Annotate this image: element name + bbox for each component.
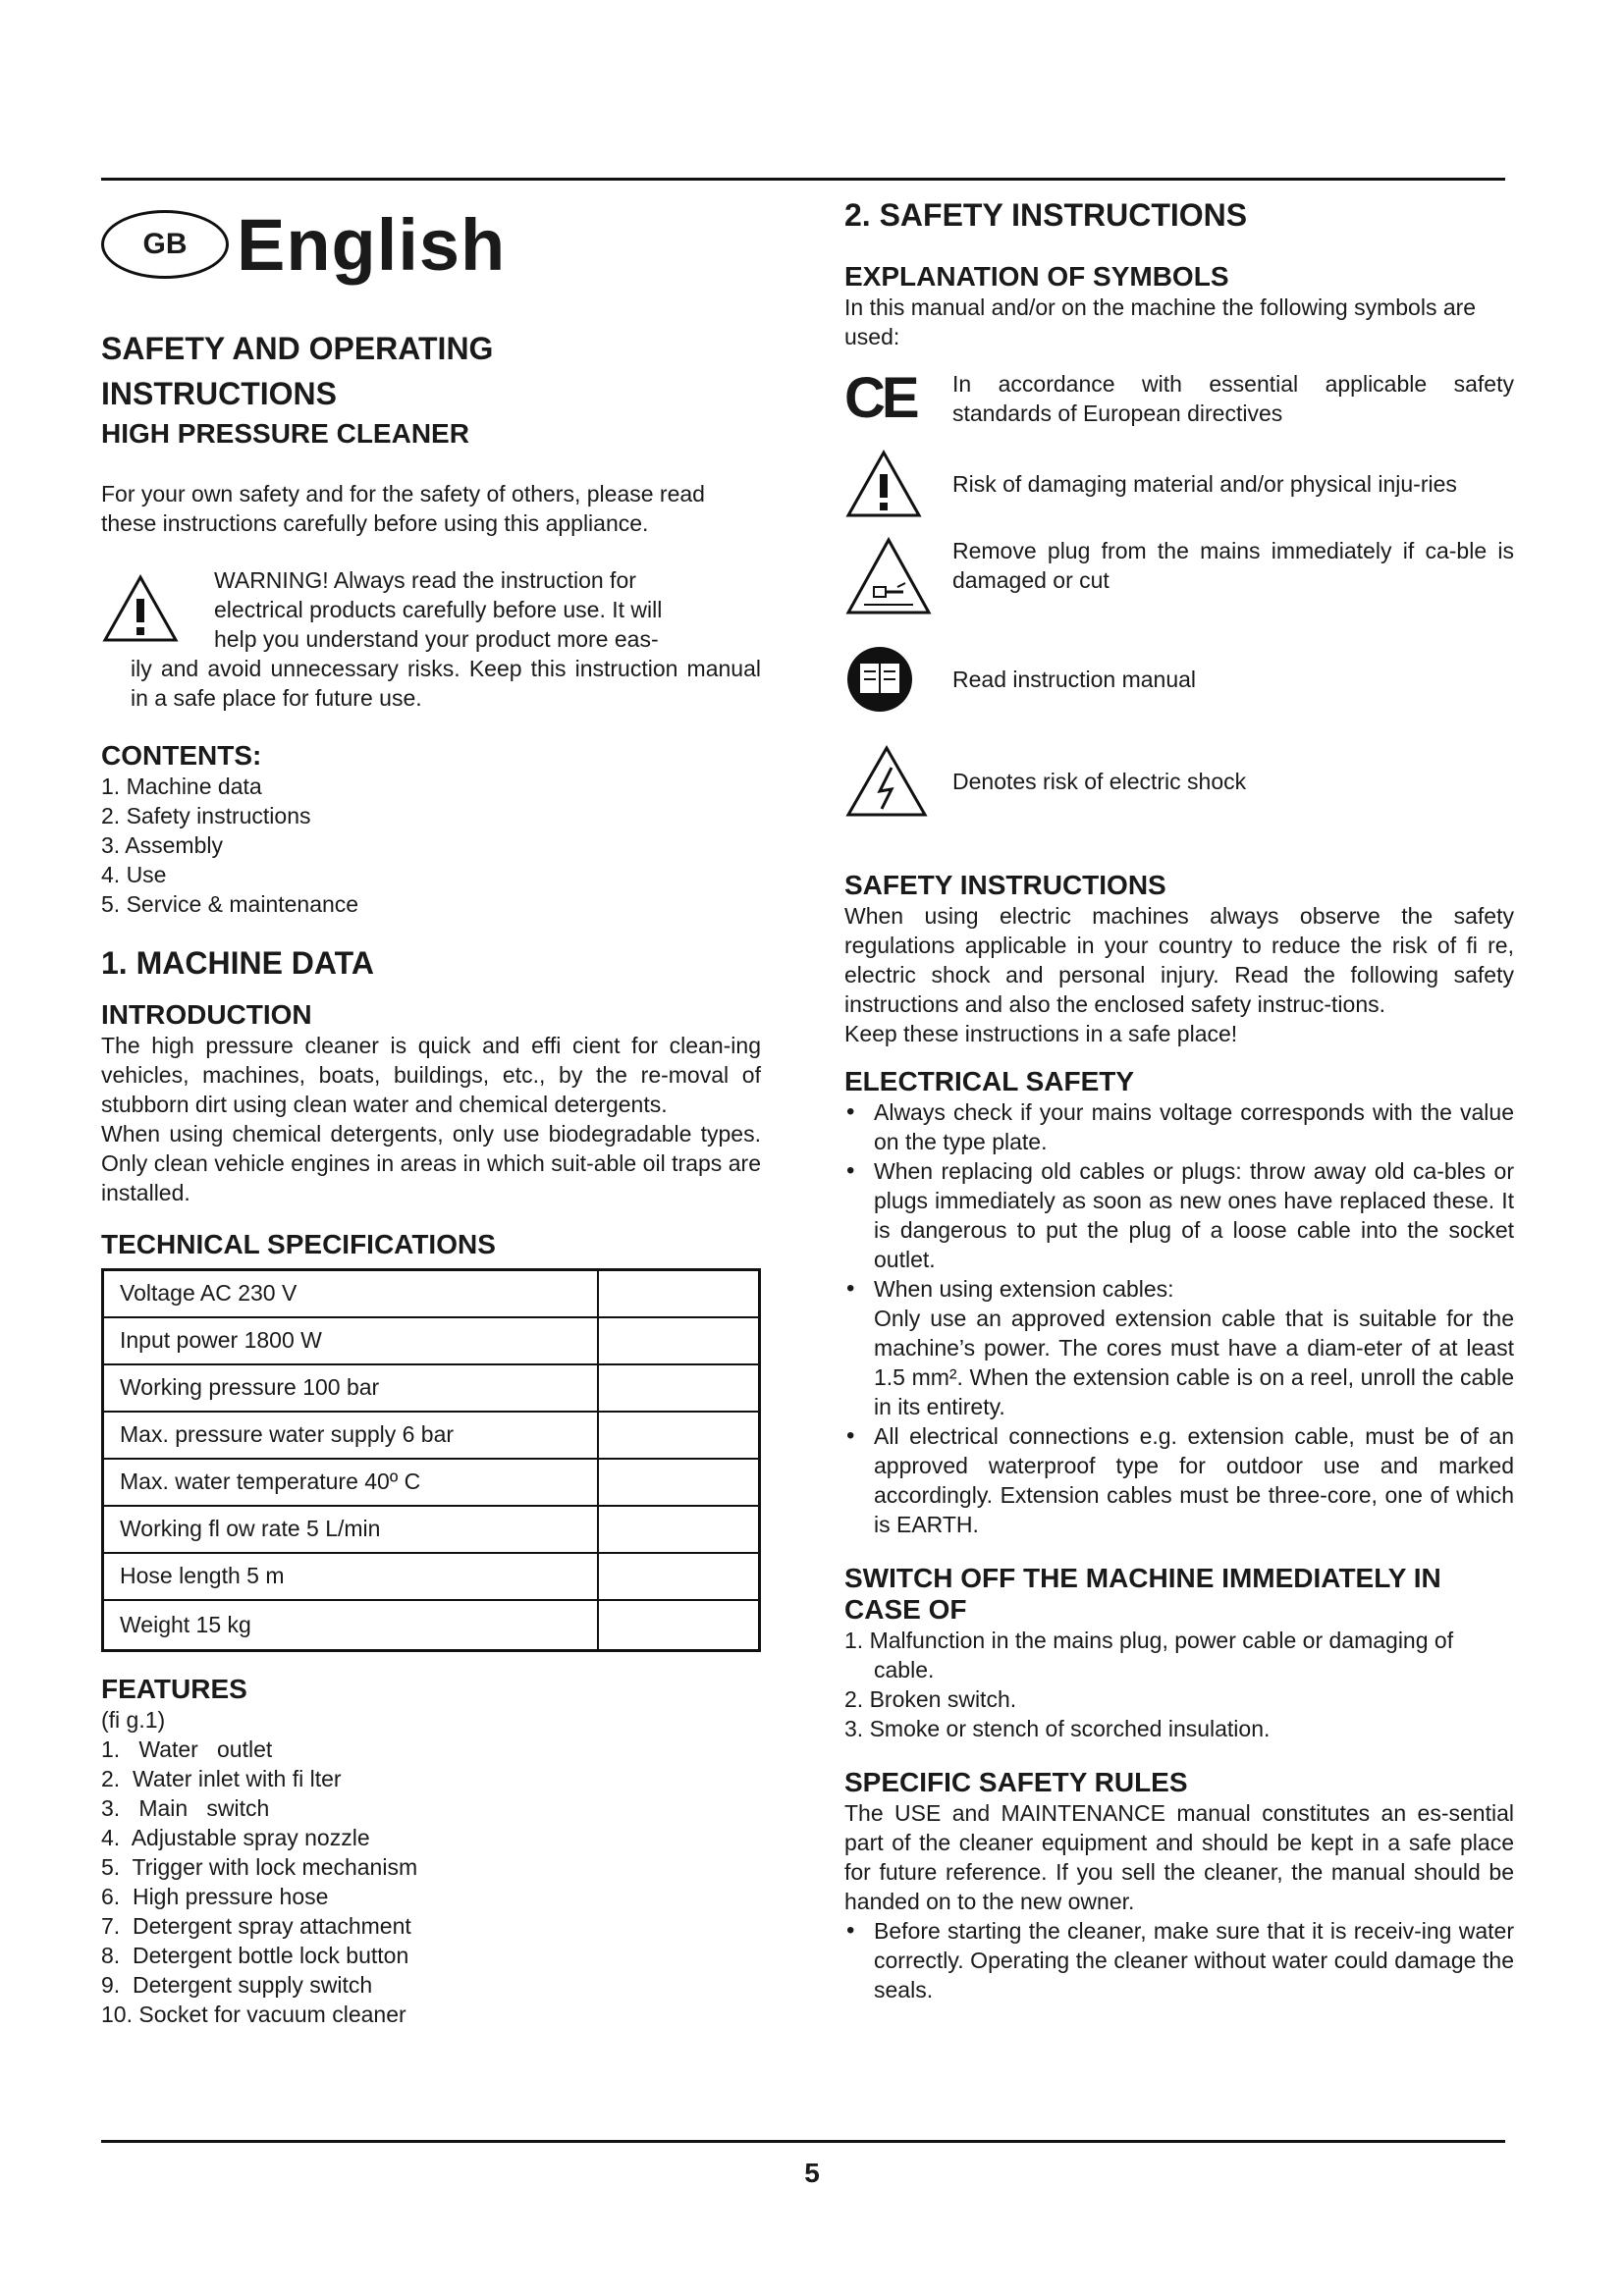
feature-item: 4. Adjustable spray nozzle <box>101 1825 370 1850</box>
contents-section <box>101 740 761 919</box>
electrical-safety-list <box>844 1097 1514 1539</box>
feature-item: 6. High pressure hose <box>101 1884 329 1909</box>
warning-line-4: ily and avoid unnecessary risks. Keep this instruction manual in a safe place for future use. <box>131 656 761 711</box>
safety-paragraph-1: When using electric machines always observe the safety regulations applicable in your country to reduce the risk of fi re, electric shock and personal injury. Read the following safety instructions and also the enclosed safety instruc-tions. <box>844 903 1514 1017</box>
spec-cell: Max. water temperature 40º C <box>103 1459 598 1506</box>
title-line-2: INSTRUCTIONS <box>101 376 337 411</box>
symbol-text: Remove plug from the mains immediately if ca-ble is damaged or cut <box>952 538 1514 593</box>
list-item: • When replacing old cables or plugs: throw away old ca-bles or plugs immediately as soon as new ones have replaced these. It is dangerous to put the plug of a loose cable into the socket outlet. <box>844 1156 1514 1274</box>
electrical-safety-title: ELECTRICAL SAFETY <box>844 1066 1135 1096</box>
introduction-title: INTRODUCTION <box>101 999 312 1030</box>
table-row <box>103 1600 760 1651</box>
title-line-1: SAFETY AND OPERATING <box>101 331 494 366</box>
list-item-text: When using extension cables: <box>874 1276 1174 1302</box>
safety-section-title: 2. SAFETY INSTRUCTIONS <box>844 197 1248 233</box>
list-item: 2. Broken switch. <box>844 1686 1017 1712</box>
machine-data-title: 1. MACHINE DATA <box>101 945 374 981</box>
warning-block <box>101 565 761 713</box>
list-item: • All electrical connections e.g. extension cable, must be of an approved waterproof type for outdoor use and marked accordingly. Extension cables must be three-core, one of which is EARTH. <box>844 1421 1514 1539</box>
spec-empty-cell <box>598 1600 760 1651</box>
spec-cell: Input power 1800 W <box>103 1317 598 1364</box>
spec-empty-cell <box>598 1364 760 1412</box>
safety-instructions-title: SAFETY INSTRUCTIONS <box>844 870 1166 900</box>
page-number: 5 <box>804 2158 820 2188</box>
table-row <box>103 1553 760 1600</box>
specific-safety-list <box>844 1916 1514 2004</box>
left-column <box>101 196 761 2029</box>
spec-empty-cell <box>598 1270 760 1317</box>
switch-off-title: SWITCH OFF THE MACHINE IMMEDIATELY IN CASE OF <box>844 1563 1441 1625</box>
contents-title: CONTENTS: <box>101 740 262 771</box>
spec-empty-cell <box>598 1412 760 1459</box>
list-item: 3. Smoke or stench of scorched insulation. <box>844 1716 1271 1741</box>
spec-empty-cell <box>598 1317 760 1364</box>
contents-item: 1. Machine data <box>101 774 262 799</box>
warning-triangle-icon <box>844 449 952 519</box>
table-row <box>103 1412 760 1459</box>
technical-specifications <box>101 1229 761 1652</box>
features-section <box>101 1674 761 2029</box>
features-fig-ref: (fi g.1) <box>101 1707 166 1733</box>
manual-icon <box>844 644 952 715</box>
electric-shock-icon <box>844 744 952 819</box>
spec-cell: Working pressure 100 bar <box>103 1364 598 1412</box>
ce-mark-text: CE <box>844 366 916 430</box>
table-row <box>103 1317 760 1364</box>
techspec-title: TECHNICAL SPECIFICATIONS <box>101 1229 496 1259</box>
symbol-text: In accordance with essential applicable safety standards of European directives <box>952 371 1514 426</box>
table-row <box>103 1459 760 1506</box>
warning-line-1: WARNING! Always read the instruction for <box>214 567 636 593</box>
features-title: FEATURES <box>101 1674 247 1704</box>
introduction-paragraph-1: The high pressure cleaner is quick and effi cient for clean-ing vehicles, machines, boats, buildings, etc., by the re-moval of stubborn dirt using clean water and chemical detergents. <box>101 1033 761 1117</box>
list-item <box>844 1274 1514 1421</box>
feature-item: 3. Main switch <box>101 1795 270 1821</box>
damaged-cable-icon <box>844 536 952 618</box>
spec-empty-cell <box>598 1506 760 1553</box>
document-subtitle: HIGH PRESSURE CLEANER <box>101 418 469 449</box>
feature-item: 2. Water inlet with fi lter <box>101 1766 342 1791</box>
extension-cable-text: Only use an approved extension cable that is suitable for the machine’s power. The cores must have a diam-eter of at least 1.5 mm². When the extension cable is on a reel, unroll the cable in its entirety. <box>874 1306 1514 1419</box>
table-row <box>103 1506 760 1553</box>
symbol-row-ce <box>844 367 1514 430</box>
symbols-title: EXPLANATION OF SYMBOLS <box>844 261 1229 292</box>
language-name: English <box>237 203 507 286</box>
spec-cell: Voltage AC 230 V <box>103 1270 598 1317</box>
contents-item: 4. Use <box>101 862 167 887</box>
spec-cell: Max. pressure water supply 6 bar <box>103 1412 598 1459</box>
safety-paragraph-2: Keep these instructions in a safe place! <box>844 1021 1238 1046</box>
list-item: • Before starting the cleaner, make sure that it is receiv-ing water correctly. Operating the cleaner without water could damage the seals. <box>844 1916 1514 2004</box>
symbol-text: Denotes risk of electric shock <box>952 769 1247 794</box>
feature-item: 5. Trigger with lock mechanism <box>101 1854 418 1880</box>
symbol-row-shock <box>844 744 1514 819</box>
warning-line-3: help you understand your product more eas- <box>214 626 659 652</box>
spec-empty-cell <box>598 1553 760 1600</box>
spec-cell: Weight 15 kg <box>103 1600 598 1651</box>
symbol-text: Risk of damaging material and/or physical inju-ries <box>952 471 1457 497</box>
symbols-intro: In this manual and/or on the machine the following symbols are used: <box>844 294 1477 349</box>
switch-off-list <box>844 1626 1514 1743</box>
list-item: 1. Malfunction in the mains plug, power cable or damaging of cable. <box>844 1628 1454 1682</box>
table-row <box>103 1364 760 1412</box>
contents-item: 3. Assembly <box>101 832 223 858</box>
spec-cell: Working fl ow rate 5 L/min <box>103 1506 598 1553</box>
feature-item: 8. Detergent bottle lock button <box>101 1943 409 1968</box>
feature-item: 7. Detergent spray attachment <box>101 1913 411 1939</box>
symbol-row-cable <box>844 536 1514 622</box>
introduction-section <box>101 999 761 1207</box>
symbol-row-warning <box>844 450 1514 518</box>
symbol-row-manual <box>844 644 1514 715</box>
feature-item: 9. Detergent supply switch <box>101 1972 373 1998</box>
table-row <box>103 1270 760 1317</box>
introduction-paragraph-2: When using chemical detergents, only use biodegradable types. Only clean vehicle engines in areas in which suit-able oil traps are installed. <box>101 1121 761 1205</box>
intro-paragraph: For your own safety and for the safety of others, please read these instructions carefully before using this appliance. <box>101 481 705 536</box>
symbol-text: Read instruction manual <box>952 667 1197 692</box>
warning-triangle-icon <box>101 573 180 644</box>
language-header <box>101 200 761 289</box>
specific-safety-title: SPECIFIC SAFETY RULES <box>844 1767 1188 1797</box>
right-column <box>844 196 1514 2004</box>
contents-item: 5. Service & maintenance <box>101 891 359 917</box>
list-item: • Always check if your mains voltage corresponds with the value on the type plate. <box>844 1097 1514 1156</box>
warning-line-2: electrical products carefully before use. It will <box>214 597 663 622</box>
spec-cell: Hose length 5 m <box>103 1553 598 1600</box>
top-rule <box>101 178 1505 181</box>
spec-empty-cell <box>598 1459 760 1506</box>
bottom-rule <box>101 2140 1505 2143</box>
feature-item: 10. Socket for vacuum cleaner <box>101 2002 406 2027</box>
specific-safety-paragraph: The USE and MAINTENANCE manual constitutes an es-sential part of the cleaner equipment and should be kept in a safe place for future reference. If you sell the cleaner, the manual should be handed on to the new owner. <box>844 1800 1514 1914</box>
contents-item: 2. Safety instructions <box>101 803 311 828</box>
spec-table <box>101 1268 761 1652</box>
feature-item: 1. Water outlet <box>101 1736 273 1762</box>
gb-badge: GB <box>101 210 229 279</box>
document-title <box>101 326 761 452</box>
ce-mark-icon <box>844 366 952 430</box>
